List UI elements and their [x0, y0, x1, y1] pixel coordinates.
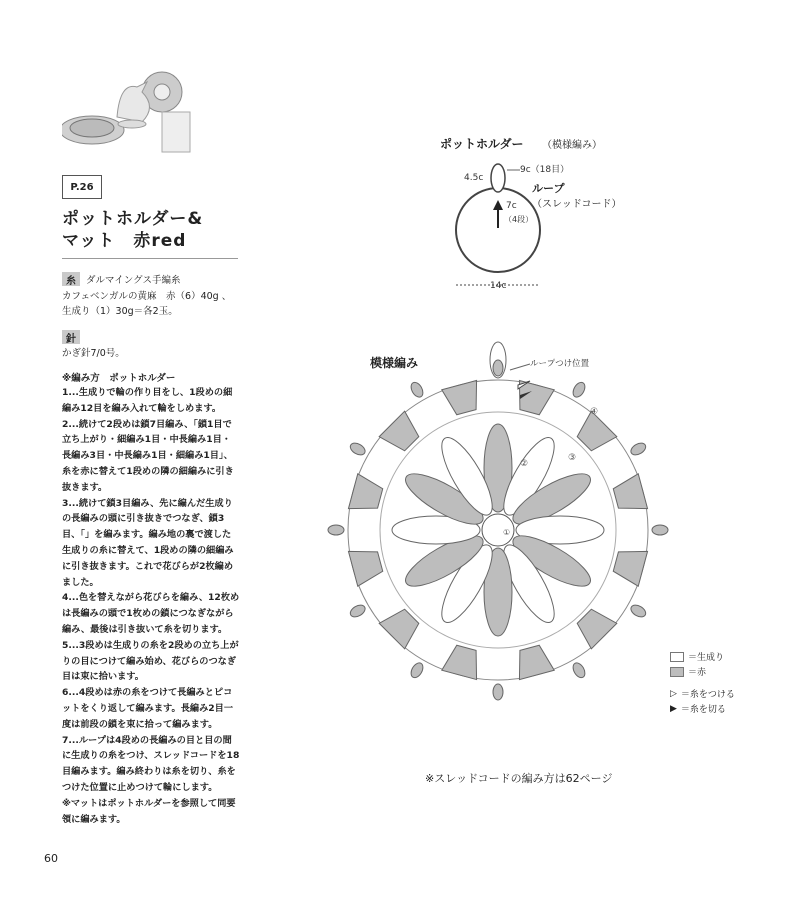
picot — [629, 603, 648, 620]
picot — [328, 525, 344, 535]
picot — [348, 441, 367, 458]
yarn-line-3: 生成り（1）30g＝各2玉。 — [62, 306, 178, 317]
legend-natural — [670, 650, 724, 663]
dimension-diagram — [440, 136, 622, 291]
swatch-red — [670, 667, 684, 677]
dim-radius: 7c — [506, 201, 517, 211]
footnote: ※スレッドコードの編み方は62ページ — [425, 772, 613, 785]
yarn-label: 糸 — [62, 272, 80, 286]
page-reference: P.26 — [62, 175, 102, 199]
dim-loop-length: 9c（18目） — [520, 165, 570, 175]
diagram2-title: 模様編み — [370, 356, 419, 370]
picot — [348, 603, 367, 620]
legend-attach-label: ＝糸をつける — [680, 690, 735, 700]
yarn-line-2: カフェベンガルの黄麻 赤（6）40g 、 — [62, 291, 232, 302]
picot — [571, 661, 588, 680]
method-step: 4...色を替えながら花びらを編み、12枚めは長編みの頭で1枚めの鎖につなぎながら編み、最後は引き抜いて糸を切ります。 — [62, 592, 240, 635]
dim-rows: （4段） — [504, 215, 534, 224]
picot — [409, 661, 426, 680]
loop-position-label: ループつけ位置 — [530, 359, 590, 369]
method-heading: ※編み方 ポットホルダー — [62, 373, 176, 384]
row-label-4: ④ — [590, 407, 599, 417]
picot — [409, 380, 426, 399]
loop-label: ループ — [532, 182, 565, 195]
loop-sublabel: （スレッドコード） — [532, 199, 622, 210]
method-step: 5...3段めは生成りの糸を2段めの立ち上がりの目につけて編み始め、花びらのつなぎ目は束に拾います。 — [62, 639, 239, 683]
method-step: 6...4段めは赤の糸をつけて長編みとピコットをくり返して編みます。長編み2目一度は前段の鎖を束に拾って編みます。 — [62, 687, 234, 730]
picot — [652, 525, 668, 535]
legend-red-label: ＝赤 — [688, 668, 707, 678]
dim-width: 14c — [490, 281, 507, 291]
row-label-2: ② — [520, 459, 529, 469]
diagram1-title: ポットホルダー — [440, 137, 524, 151]
legend-natural-label: ＝生成り — [688, 653, 725, 663]
needle-label: 針 — [62, 330, 80, 344]
diagram1-subtitle: （模様編み） — [542, 140, 602, 151]
method-step: 1...生成りで輪の作り目をし、1段めの細編み12目を編み入れて輪をしめます。 — [62, 387, 233, 414]
page-number: 60 — [44, 852, 58, 865]
picot — [629, 441, 648, 458]
method-step: 7...ループは4段めの長編みの目と目の間に生成りの糸をつけ、スレッドコードを18目編みます。編み終わりは糸を切り、糸をつけた位置に止めつけて輪にします。 — [62, 734, 240, 793]
method-step: 3...続けて鎖3目編み、先に編んだ生成りの長編みの頭に引き抜きでつなぎ、鎖3目、「」を編みます。編み地の裏で渡した生成りの糸に替えて、1段めの隣の細編みに引き抜きます。これで花びらが2枚編めました。 — [62, 497, 234, 588]
legend-red — [670, 665, 706, 678]
row-label-1: ① — [503, 528, 511, 537]
dim-loop-width: 4.5c — [464, 173, 484, 183]
legend-cut-label: ＝糸を切る — [680, 705, 726, 715]
picot — [571, 380, 588, 399]
title-line-1: ポットホルダー& — [62, 209, 204, 229]
title-line-2: マット 赤red — [62, 231, 187, 251]
legend-attach — [670, 687, 735, 700]
legend-cut — [670, 702, 726, 715]
swatch-natural — [670, 652, 684, 662]
method-step: ※マットはポットホルダーを参照して同要領に編みます。 — [62, 797, 236, 825]
picot — [493, 360, 503, 376]
stitch-chart — [328, 342, 668, 700]
cut-arrow-icon: ▶ — [670, 703, 677, 714]
yarn-line-1: ダルマイングス手編糸 — [86, 275, 181, 286]
row-label-3: ③ — [568, 453, 577, 463]
loop-outline — [491, 164, 505, 192]
attach-arrow-icon: ▷ — [670, 688, 677, 699]
method-step: 2...続けて2段めは鎖7目編み、「鎖1目で立ち上がり・細編み1目・中長編み1目・長編み3目・中長編み1目・細編み1目」、糸を赤に替えて1段めの隣の細編みに引き抜きます。 — [62, 418, 234, 493]
needle-value: かぎ針7/0号。 — [62, 348, 125, 359]
picot — [493, 684, 503, 700]
